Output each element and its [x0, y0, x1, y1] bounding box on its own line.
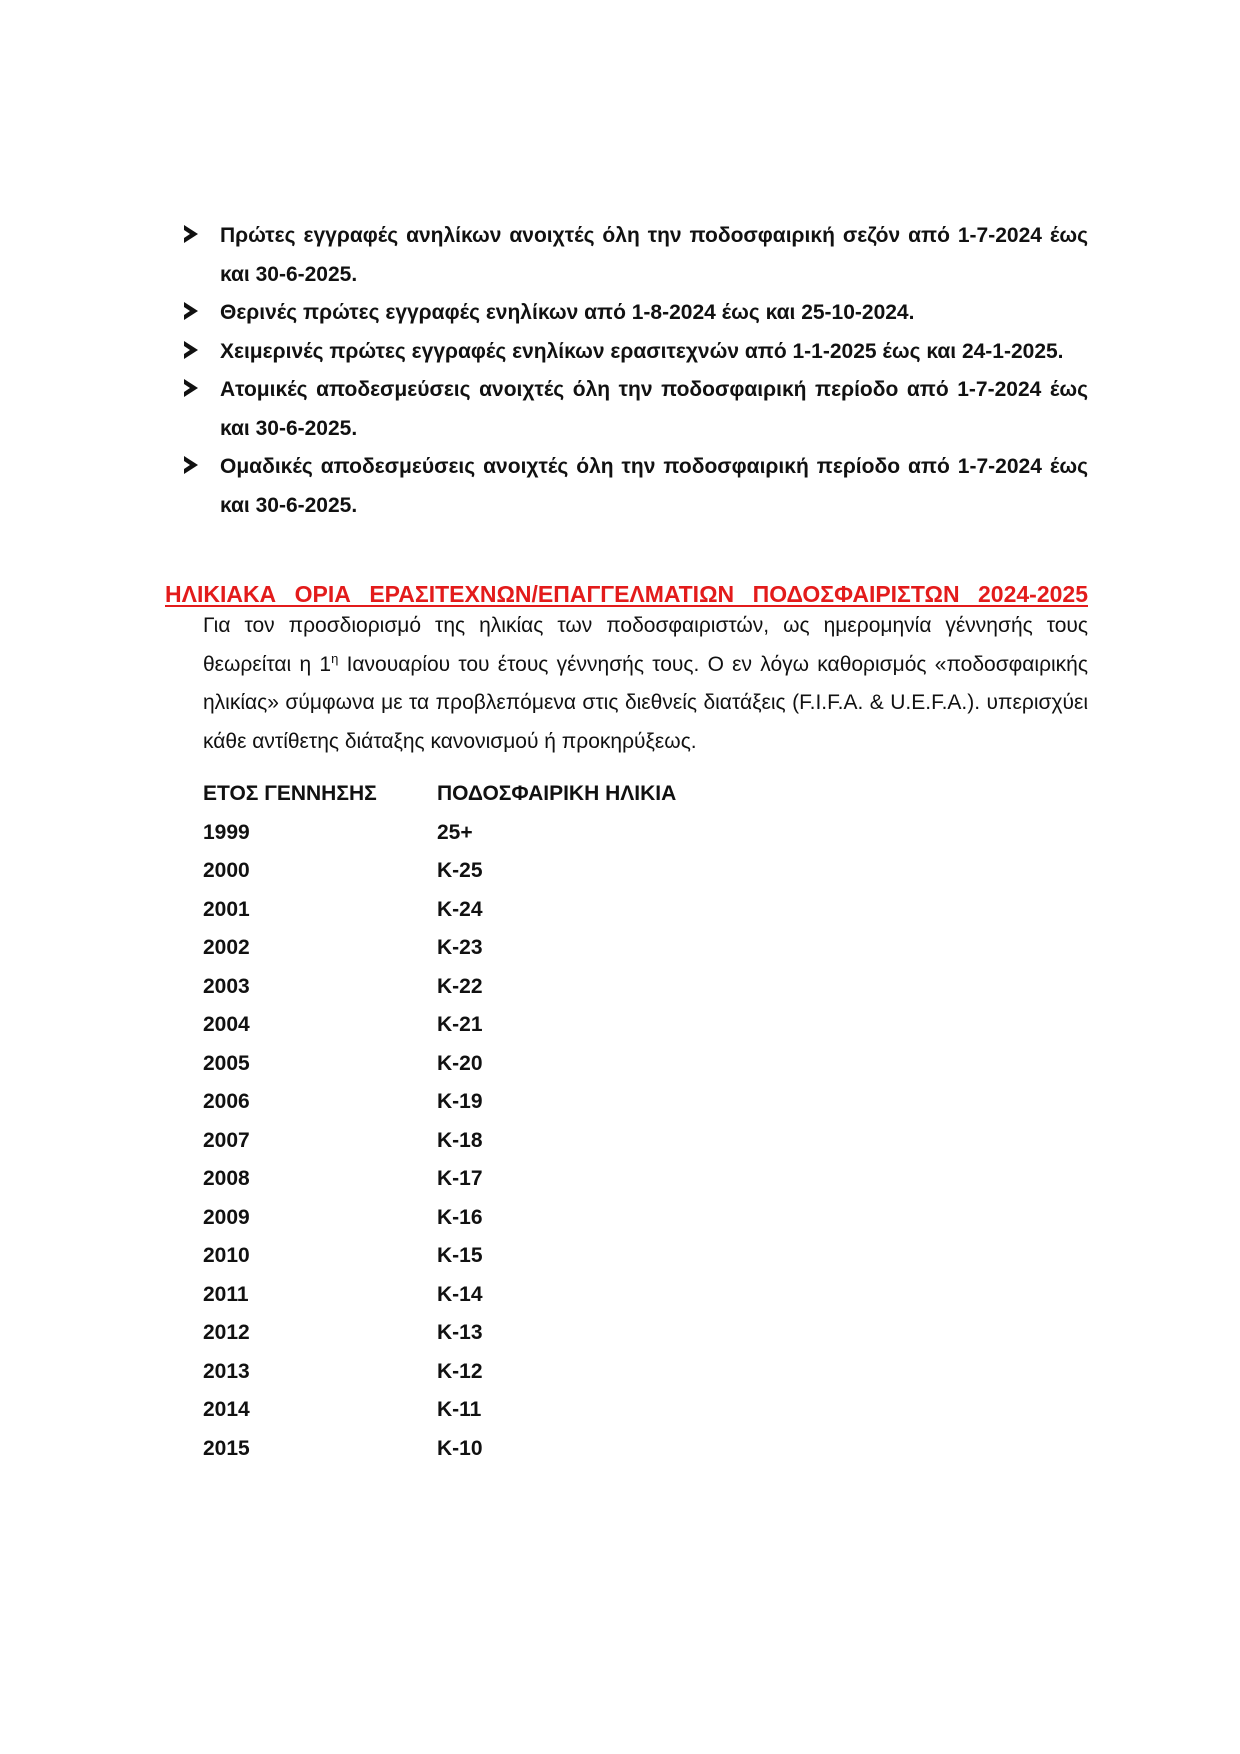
birth-year-cell: 2007	[203, 1128, 250, 1152]
list-item-text: Χειμερινές πρώτες εγγραφές ενηλίκων ερασιτεχνών από 1-1-2025 έως και 24-1-2025.	[220, 339, 1064, 363]
football-age-cell: K-19	[437, 1090, 483, 1114]
football-age-cell: K-10	[437, 1436, 483, 1460]
list-item	[184, 333, 1088, 372]
table-row	[203, 1006, 737, 1045]
birth-year-cell: 2003	[203, 974, 250, 998]
birth-year-cell: 2011	[203, 1282, 249, 1306]
football-age-cell: K-15	[437, 1244, 483, 1268]
birth-year-cell: 2000	[203, 859, 250, 883]
football-age-cell: K-21	[437, 1013, 483, 1037]
football-age-cell: K-25	[437, 859, 483, 883]
arrow-bullet-icon	[184, 379, 198, 397]
list-item-text: Πρώτες εγγραφές ανηλίκων ανοιχτές όλη την ποδοσφαιρική σεζόν από 1-7-2024 έως και 30-6-2025.	[220, 224, 1088, 286]
section-heading: ΗΛΙΚΙΑΚΑ ΟΡΙΑ ΕΡΑΣΙΤΕΧΝΩΝ/ΕΠΑΓΓΕΛΜΑΤΙΩΝ ΠΟΔΟΣΦΑΙΡΙΣΤΩΝ 2024-2025	[165, 581, 1088, 607]
football-age-cell: K-23	[437, 936, 483, 960]
football-age-cell: K-12	[437, 1359, 483, 1383]
arrow-bullet-icon	[184, 225, 198, 243]
football-age-cell: K-16	[437, 1205, 483, 1229]
arrow-bullet-icon	[184, 341, 198, 359]
birth-year-cell: 2009	[203, 1205, 250, 1229]
list-item	[184, 448, 1088, 525]
paragraph-text-1: Για τον προσδιορισμό της ηλικίας των ποδοσφαιριστών, ως ημερομηνία γέννησής τους θεωρείται η 1	[203, 614, 1088, 676]
table-row	[203, 1314, 737, 1353]
football-age-cell: K-17	[437, 1167, 483, 1191]
table-row	[203, 1045, 737, 1084]
list-item	[184, 217, 1088, 294]
birth-year-cell: 1999	[203, 820, 250, 844]
arrow-bullet-icon	[184, 302, 198, 320]
birth-year-cell: 2005	[203, 1051, 250, 1075]
table-row	[203, 1276, 737, 1315]
table-row	[203, 814, 737, 853]
list-item	[184, 371, 1088, 448]
table-row	[203, 1122, 737, 1161]
table-row	[203, 1353, 737, 1392]
birth-year-cell: 2012	[203, 1321, 250, 1345]
football-age-cell: K-14	[437, 1282, 483, 1306]
table-row	[203, 852, 737, 891]
birth-year-cell: 2006	[203, 1090, 250, 1114]
column-header-birth-year: ΕΤΟΣ ΓΕΝΝΗΣΗΣ	[203, 782, 377, 806]
birth-year-cell: 2001	[203, 897, 250, 921]
football-age-cell: K-24	[437, 897, 483, 921]
football-age-cell: K-11	[437, 1398, 482, 1422]
football-age-cell: K-18	[437, 1128, 483, 1152]
registration-periods-list	[184, 217, 1088, 525]
superscript: η	[331, 650, 339, 666]
table-row	[203, 891, 737, 930]
birth-year-cell: 2010	[203, 1244, 250, 1268]
football-age-cell: 25+	[437, 820, 473, 844]
list-item-text: Θερινές πρώτες εγγραφές ενηλίκων από 1-8-2024 έως και 25-10-2024.	[220, 301, 915, 324]
table-row	[203, 1160, 737, 1199]
football-age-cell: K-20	[437, 1051, 483, 1075]
birth-year-cell: 2014	[203, 1398, 250, 1422]
table-row	[203, 1391, 737, 1430]
list-item-text: Ατομικές αποδεσμεύσεις ανοιχτές όλη την ποδοσφαιρική περίοδο από 1-7-2024 έως και 30-6-2025.	[220, 378, 1088, 440]
table-header-row	[203, 775, 737, 814]
birth-year-cell: 2004	[203, 1013, 250, 1037]
age-definition-paragraph	[203, 607, 1088, 761]
arrow-bullet-icon	[184, 456, 198, 474]
table-row	[203, 1430, 737, 1469]
table-row	[203, 1237, 737, 1276]
age-table	[203, 775, 737, 1468]
birth-year-cell: 2008	[203, 1167, 250, 1191]
football-age-cell: K-22	[437, 974, 483, 998]
table-row	[203, 1083, 737, 1122]
list-item	[184, 294, 1088, 333]
birth-year-cell: 2015	[203, 1436, 250, 1460]
table-row	[203, 968, 737, 1007]
birth-year-cell: 2002	[203, 936, 250, 960]
column-header-football-age: ΠΟΔΟΣΦΑΙΡΙΚΗ ΗΛΙΚΙΑ	[437, 782, 677, 806]
table-row	[203, 929, 737, 968]
table-row	[203, 1199, 737, 1238]
list-item-text: Ομαδικές αποδεσμεύσεις ανοιχτές όλη την ποδοσφαιρική περίοδο από 1-7-2024 έως και 30-6-2025.	[220, 455, 1088, 517]
paragraph-text-2: Ιανουαρίου του έτους γέννησής τους. Ο εν λόγω καθορισμός «ποδοσφαιρικής ηλικίας» σύμφωνα με τα προβλεπόμενα στις διεθνείς διατάξεις (F.I.F.A. & U.E.F.A.). υπερισχύει κάθε αντίθετης διάταξης κανονισμού ή προκηρύξεως.	[203, 652, 1088, 753]
birth-year-cell: 2013	[203, 1359, 250, 1383]
football-age-cell: K-13	[437, 1321, 483, 1345]
